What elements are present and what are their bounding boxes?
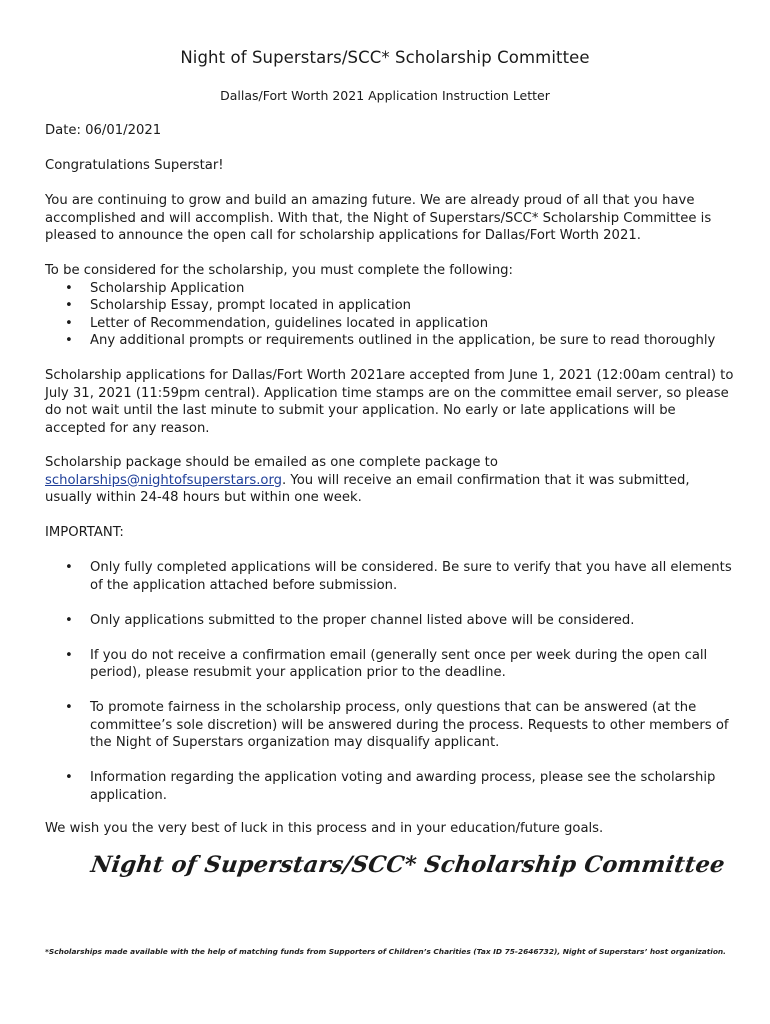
requirement-item: • Scholarship Essay, prompt located in application	[45, 297, 735, 315]
package-paragraph	[45, 454, 735, 507]
important-item: • Only fully completed applications will be considered. Be sure to verify that you have all elements of the application attached before submission.	[45, 559, 735, 594]
requirements-list	[45, 280, 735, 350]
footnote: *Scholarships made available with the help of matching funds from Supporters of Children’s Charities (Tax ID 75-2646732), Night of Superstars’ host organization.	[45, 947, 726, 956]
important-item: • To promote fairness in the scholarship process, only questions that can be answered (at the committee’s sole discretion) will be answered during the process. Requests to other members of the Night of Superstars organization may disqualify applicant.	[45, 699, 735, 752]
committee-signature: Night of Superstars/SCC* Scholarship Committee	[89, 852, 727, 878]
important-list	[45, 559, 735, 804]
requirements-section	[45, 262, 735, 350]
letter-greeting: Congratulations Superstar!	[45, 158, 224, 173]
page-title: Night of Superstars/SCC* Scholarship Committee	[180, 48, 590, 67]
requirement-item: • Scholarship Application	[45, 280, 735, 298]
important-label: IMPORTANT:	[45, 525, 124, 540]
requirement-item: • Letter of Recommendation, guidelines located in application	[45, 315, 735, 333]
important-section	[45, 559, 735, 822]
dates-paragraph: Scholarship applications for Dallas/Fort Worth 2021are accepted from June 1, 2021 (12:00am central) to July 31, 2021 (11:59pm central). Application time stamps are on the committee email server, so please do not wait until the last minute to submit your application. No early or late applications will be accepted for any reason.	[45, 368, 734, 436]
requirements-intro: To be considered for the scholarship, you must complete the following:	[45, 263, 513, 278]
requirement-item: • Any additional prompts or requirements outlined in the application, be sure to read thoroughly	[45, 332, 735, 350]
intro-paragraph: You are continuing to grow and build an amazing future. We are already proud of all that you have accomplished and will accomplish. With that, the Night of Superstars/SCC* Scholarship Committee is pleased to announce the open call for scholarship applications for Dallas/Fort Worth 2021.	[45, 193, 712, 243]
package-text-before: Scholarship package should be emailed as one complete package to	[45, 455, 498, 470]
closing-paragraph: We wish you the very best of luck in this process and in your education/future goals.	[45, 821, 604, 836]
important-item: • If you do not receive a confirmation email (generally sent once per week during the open call period), please resubmit your application prior to the deadline.	[45, 647, 735, 682]
page-subtitle: Dallas/Fort Worth 2021 Application Instruction Letter	[220, 88, 550, 103]
package-text-after: . You will receive an email confirmation that it was submitted, usually within 24-48 hours but within one week.	[45, 472, 690, 505]
scholarship-email-link[interactable]: scholarships@nightofsuperstars.org	[45, 472, 283, 488]
important-item: • Information regarding the application voting and awarding process, please see the scholarship application.	[45, 769, 735, 804]
important-item: • Only applications submitted to the proper channel listed above will be considered.	[45, 612, 735, 630]
letter-date: Date: 06/01/2021	[45, 123, 162, 138]
